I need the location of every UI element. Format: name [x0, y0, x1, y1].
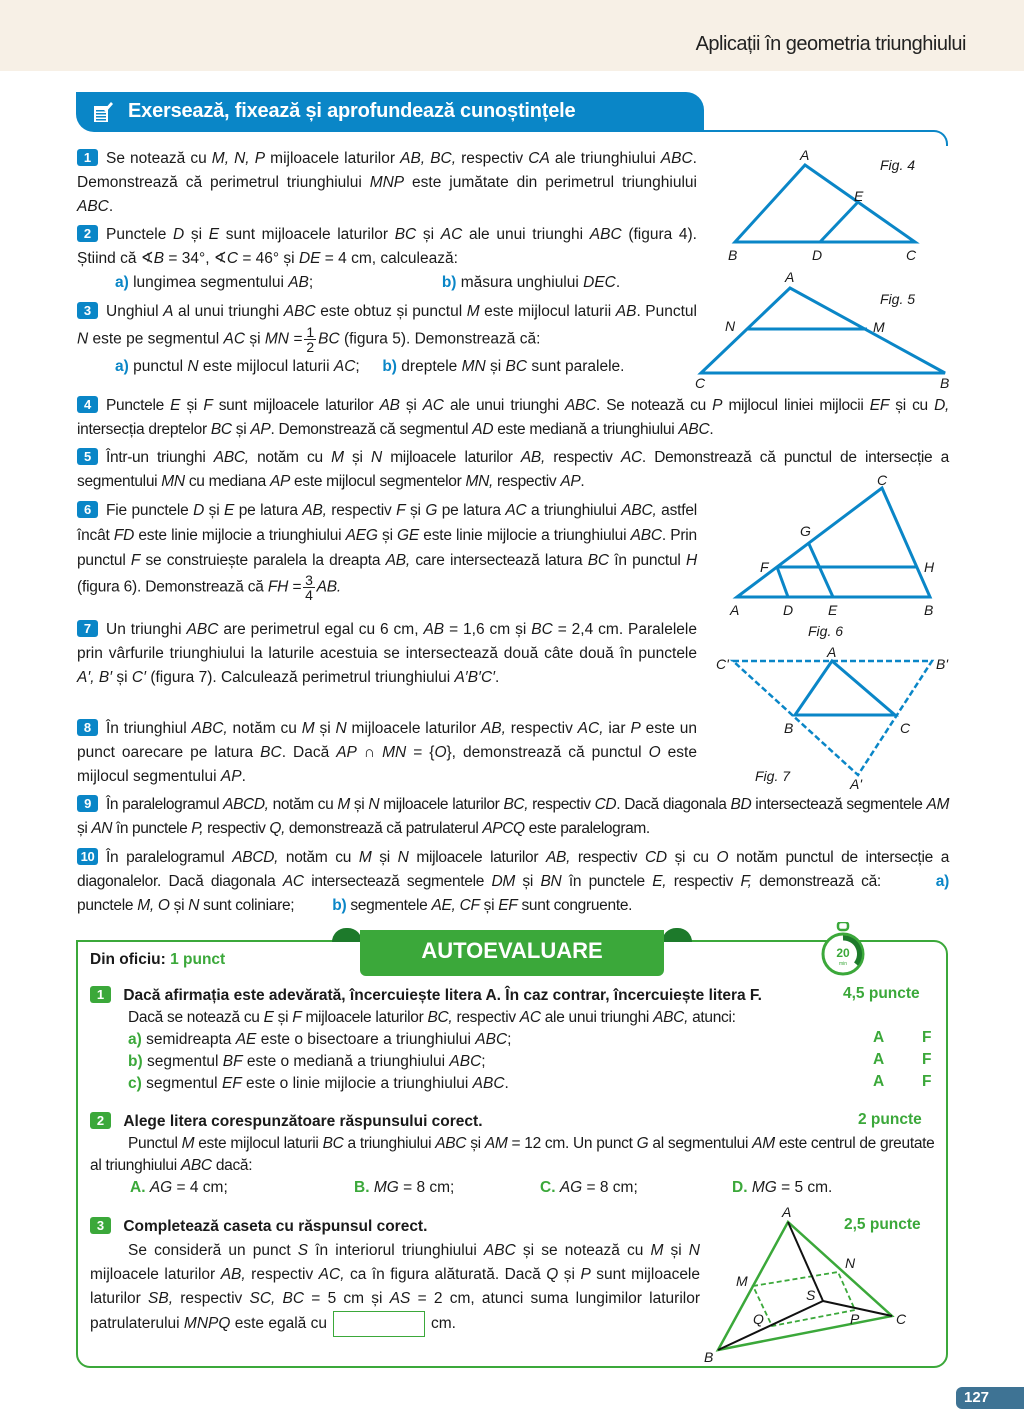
- timer-unit: min: [838, 961, 848, 967]
- answer-c-false[interactable]: F: [922, 1073, 932, 1090]
- timer-value: 20: [836, 946, 850, 960]
- answer-b-false[interactable]: F: [922, 1051, 932, 1068]
- section-header: [76, 92, 704, 132]
- fig6-label-h: H: [924, 559, 935, 575]
- page-number: 127: [956, 1387, 1024, 1409]
- self-assessment-header: [360, 930, 664, 976]
- fig6-triangle-abc: [737, 488, 930, 597]
- q2-points: 2 puncte: [858, 1111, 922, 1128]
- exercise-number: 3: [77, 302, 98, 319]
- tab-ear-right: [662, 928, 692, 942]
- option-c[interactable]: C. AG = 8 cm;: [540, 1179, 638, 1196]
- self-question-3: 3 Completează caseta cu răspunsul corect. Se consideră un punct S în interiorul triunghiului ABC și se notează cu M și N mijloacele laturilor AB, respectiv AC, ca în figura alăturată. Dacă Q și P sunt mijloacele laturilor SB, respectiv SC, BC = 5 cm și AS = 2 cm, atunci suma lungimilor laturilor patrulaterului MNPQ este egală cu cm.: [90, 1215, 700, 1337]
- fig-label-a: A: [782, 1204, 792, 1220]
- fig7-label-c1: C': [716, 656, 729, 672]
- fig4-triangle-abc: [735, 165, 915, 242]
- exercise-7: 7 Un triunghi ABC are perimetrul egal cu 6 cm, AB = 1,6 cm și BC = 2,4 cm. Paralelele prin vârfurile triunghiului la laturile acestuia se intersectează două câte două în punctele A′, B′ și C′ (figura 7). Calculează perimetrul triunghiului A′B′C′.: [77, 621, 697, 686]
- statement-a: a) semidreapta AE este o bisectoare a triunghiului ABC;: [128, 1031, 512, 1048]
- fig4-label-b: B: [728, 247, 738, 263]
- exercise-10: 10 În paralelogramul ABCD, notăm cu M și N mijloacele laturilor AB, respectiv CD și cu O notăm punctul de intersecție a diagonalelor. Dacă diagonala AC intersectează segmentele DM și BN în punctele E, respectiv F, demonstrează că: a) punctele M, O și N sunt coliniare; b) segmentele AE, CF și EF sunt congruente.: [77, 849, 950, 914]
- fig7-label-a: A: [827, 644, 837, 660]
- notepad-pencil-icon: [92, 100, 114, 124]
- figure-6: [720, 470, 960, 645]
- answer-b-true[interactable]: A: [873, 1051, 885, 1068]
- fig6-segment-fd: [777, 567, 788, 597]
- fig7-label-b: B: [784, 720, 794, 736]
- fig-label-n: N: [845, 1255, 856, 1271]
- exercise-9: 9 În paralelogramul ABCD, notăm cu M și N mijloacele laturilor BC, respectiv CD. Dacă diagonala BD intersectează segmentele AM și AN în punctele P, respectiv Q, demonstrează că patrulaterul APCQ este paralelogram.: [77, 796, 949, 837]
- fig7-caption: Fig. 7: [755, 768, 791, 784]
- fig-label-c: C: [896, 1311, 907, 1327]
- fig7-label-c: C: [900, 720, 911, 736]
- exercise-3: 3 Unghiul A al unui triunghi ABC este obtuz și punctul M este mijlocul laturii AB. Punctul N este pe segmentul AC și MN = $\frac{1}{2}$ BC (figura 5). Demonstrează că: a) punctul N este mijlocul laturii AC; b) dreptele MN și BC sunt paralele.: [77, 303, 697, 375]
- fig6-label-b: B: [924, 602, 934, 618]
- exercise-number: 6: [77, 501, 98, 518]
- fig5-label-n: N: [725, 318, 736, 334]
- exercise-6: 6 Fie punctele D și E pe latura AB, respectiv F și G pe latura AC a triunghiului ABC, astfel încât FD este linie mijlocie a triunghiului AEG și GE este linie mijlocie a triunghiului ABC. Prin punctul F se construiește paralela la dreapta AB, care intersectează latura BC în punctul H (figura 6). Demonstrează că FH = $\frac{3}{4}$ AB.: [77, 502, 697, 603]
- fig-label-m: M: [736, 1273, 748, 1289]
- exercise-number: 5: [77, 448, 98, 465]
- fig-label-p: P: [850, 1311, 860, 1327]
- figure-self-assessment: [700, 1200, 920, 1365]
- fig6-caption: Fig. 6: [808, 623, 844, 639]
- option-b[interactable]: B. MG = 8 cm;: [354, 1179, 455, 1196]
- figure-5: [695, 268, 965, 392]
- exercise-8: 8 În triunghiul ABC, notăm cu M și N mijloacele laturilor AB, respectiv AC, iar P este un punct oarecare pe latura BC. Dacă AP ∩ MN = {O}, demonstrează că punctul O este mijlocul segmentului AP.: [77, 720, 698, 785]
- fig-quadrilateral-mnpq: [753, 1272, 855, 1326]
- question-number: 2: [90, 1112, 111, 1129]
- fraction-three-quarters: $\frac{3}{4}$: [305, 572, 313, 603]
- fig7-triangle-abc: [795, 661, 895, 715]
- fig5-label-m: M: [873, 319, 885, 335]
- fig4-segment-de: [820, 202, 858, 242]
- figure-4: [720, 145, 960, 270]
- q1-points: 4,5 puncte: [843, 985, 920, 1002]
- exercise-number: 8: [77, 719, 98, 736]
- exercise-4: 4 Punctele E și F sunt mijloacele laturilor AB și AC ale unui triunghi ABC. Se notează cu P mijlocul liniei mijlocii EF și cu D, intersecția dreptelor BC și AP. Demonstrează că segmentul AD este mediană a triunghiului ABC.: [77, 397, 949, 438]
- statement-c: c) segmentul EF este o linie mijlocie a triunghiului ABC.: [128, 1075, 509, 1092]
- question-number: 1: [90, 986, 111, 1003]
- fig6-label-e: E: [828, 602, 838, 618]
- figure-7: [710, 643, 960, 793]
- fig-label-s: S: [806, 1287, 816, 1303]
- fig5-caption: Fig. 5: [880, 291, 916, 307]
- self-question-1: 1 Dacă afirmația este adevărată, încercuiește litera A. În caz contrar, încercuiește litera F. Dacă se notează cu E și F mijloacele laturilor BC, respectiv AC ale unui triunghi ABC, atunci: a) semidreapta AE este o bisectoare a triunghiului ABC; b) segmentul BF este o mediană a triunghiului ABC; c) segmentul EF este o linie mijlocie a triunghiului ABC.: [90, 985, 870, 1095]
- exercise-number: 2: [77, 225, 98, 242]
- answer-a-true[interactable]: A: [873, 1029, 885, 1046]
- exercise-number: 7: [77, 620, 98, 637]
- exercise-number: 9: [77, 795, 98, 812]
- exercise-5: 5 Într-un triunghi ABC, notăm cu M și N mijloacele laturilor AB, respectiv AC. Demonstrează că punctul de intersecție a segmentului MN cu mediana AP este mijlocul segmentelor MN, respectiv AP.: [77, 449, 950, 490]
- din-oficiu: Din oficiu: 1 punct: [90, 951, 226, 968]
- fig6-segment-ge: [809, 544, 833, 597]
- question-instruction: Alege litera corespunzătoare răspunsului corect.: [123, 1113, 483, 1130]
- fig6-label-g: G: [800, 523, 811, 539]
- exercise-number: 1: [77, 149, 98, 166]
- fig-label-b: B: [704, 1349, 714, 1365]
- fig7-label-a1: A': [850, 776, 863, 792]
- option-d[interactable]: D. MG = 5 cm.: [732, 1179, 833, 1196]
- fig7-label-b1: B': [936, 656, 949, 672]
- statement-b: b) segmentul BF este o mediană a triunghiului ABC;: [128, 1053, 486, 1070]
- fig5-label-b: B: [940, 375, 950, 391]
- chapter-title: Aplicații în geometria triunghiului: [695, 33, 966, 55]
- fig-segment-bs: [718, 1301, 823, 1350]
- fraction-one-half: $\frac{1}{2}$: [306, 324, 315, 355]
- self-assessment-title: AUTOEVALUARE: [421, 938, 603, 963]
- fig6-label-c: C: [877, 472, 888, 488]
- answer-input-box[interactable]: [333, 1311, 425, 1337]
- fig4-caption: Fig. 4: [880, 157, 916, 173]
- fig5-label-a: A: [785, 269, 795, 285]
- section-divider: [700, 130, 948, 146]
- exercise-number: 4: [77, 396, 98, 413]
- stopwatch-icon: [818, 922, 868, 978]
- fig6-label-f: F: [760, 559, 769, 575]
- answer-c-true[interactable]: A: [873, 1073, 885, 1090]
- exercise-number: 10: [77, 848, 98, 865]
- fig4-label-c: C: [906, 247, 917, 263]
- question-instruction: Completează caseta cu răspunsul corect.: [123, 1218, 428, 1235]
- question-number: 3: [90, 1217, 111, 1234]
- q3-points: 2,5 puncte: [844, 1216, 921, 1233]
- fig4-label-e: E: [854, 188, 864, 204]
- fig6-label-d: D: [783, 602, 794, 618]
- fig4-label-a: A: [800, 147, 810, 163]
- exercise-2: 2 Punctele D și E sunt mijloacele laturilor BC și AC ale unui triunghi ABC (figura 4). Știind că ∢B = 34°, ∢C = 46° și DE = 4 cm, calculează: a) lungimea segmentului AB; b) măsura unghiului DEC.: [77, 226, 697, 291]
- question-instruction: Dacă afirmația este adevărată, încercuiește litera A. În caz contrar, încercuiește litera F.: [123, 987, 762, 1004]
- fig-label-q: Q: [753, 1311, 764, 1327]
- exercise-1: 1 Se notează cu M, N, P mijloacele laturilor AB, BC, respectiv CA ale triunghiului ABC. Demonstrează că perimetrul triunghiului MNP este jumătate din perimetrul triunghiului ABC.: [77, 150, 697, 215]
- fig5-label-c: C: [695, 375, 706, 391]
- fig6-label-a: A: [730, 602, 740, 618]
- self-question-2: 2 Alege litera corespunzătoare răspunsului corect. Punctul M este mijlocul laturii BC a triunghiului ABC și AM = 12 cm. Un punct G al segmentului AM este centrul de greutate al triunghiului ABC dacă: A. AG = 4 cm; B. MG = 8 cm; C. AG = 8 cm; D. MG = 5 cm.: [90, 1111, 936, 1199]
- fig7-triangle-a1b1c1: [733, 661, 932, 775]
- option-a[interactable]: A. AG = 4 cm;: [130, 1179, 228, 1196]
- fig4-label-d: D: [812, 247, 823, 263]
- answer-a-false[interactable]: F: [922, 1029, 932, 1046]
- tab-ear-left: [332, 928, 362, 942]
- section-title: Exersează, fixează și aprofundează cunoștințele: [128, 100, 576, 122]
